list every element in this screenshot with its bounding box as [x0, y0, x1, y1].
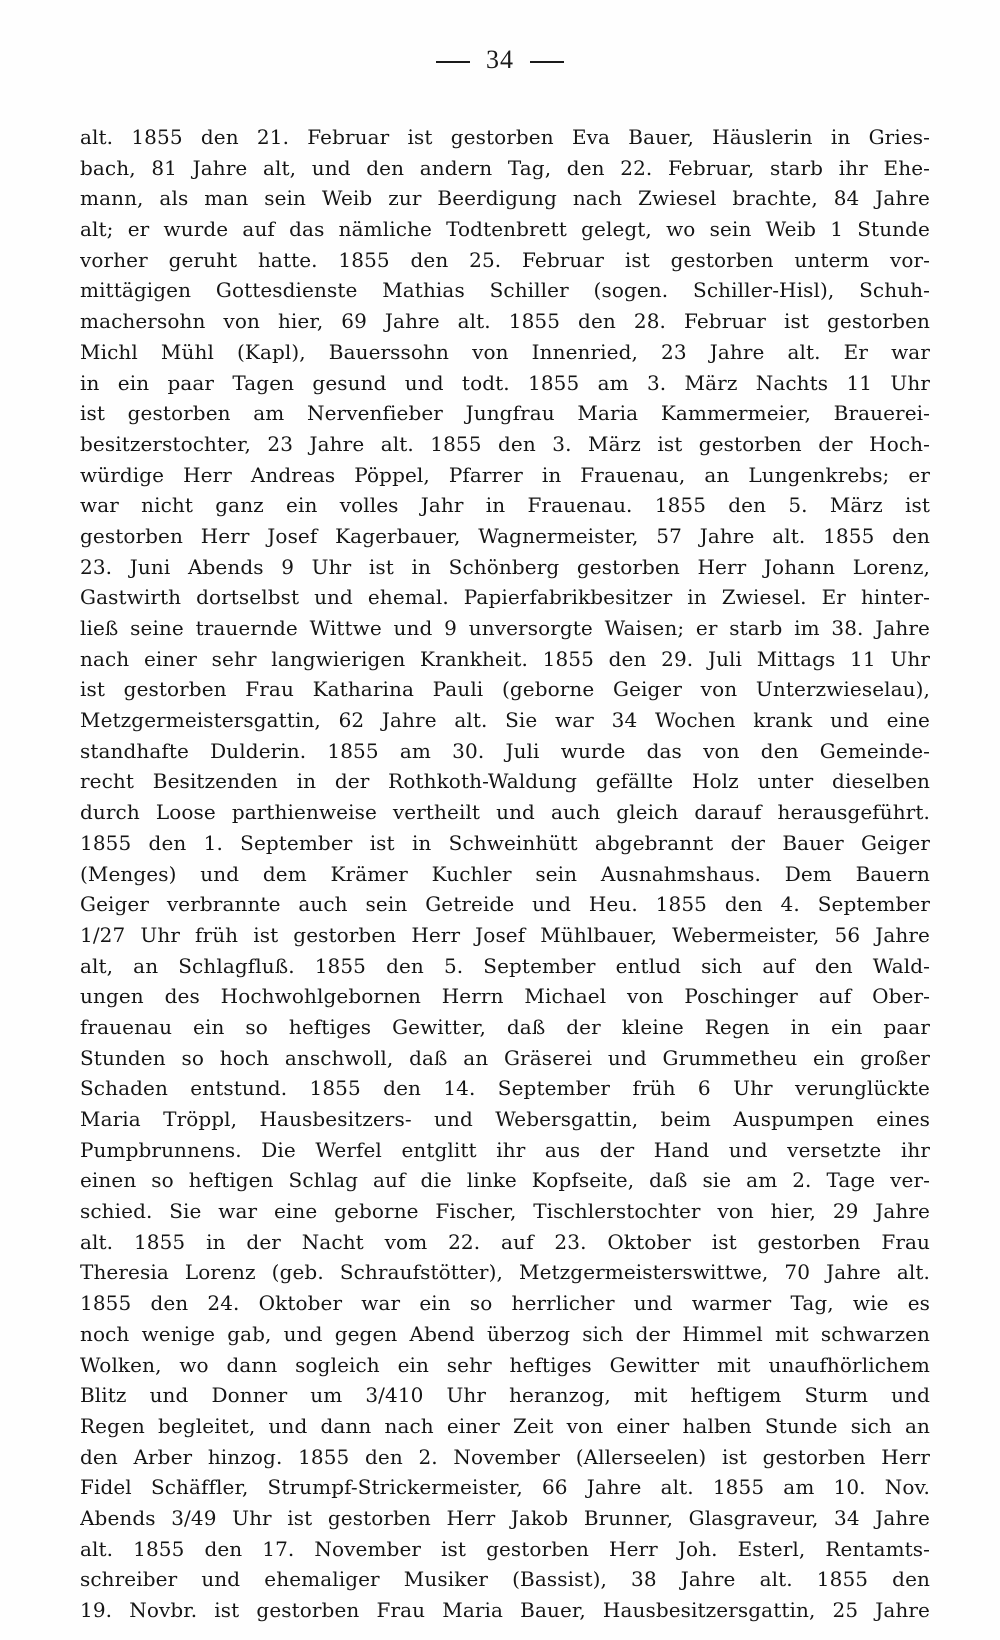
text-line: schied. Sie war eine geborne Fischer, Tischlerstochter von hier, 29 Jahre — [80, 1199, 930, 1224]
text-line: Stunden so hoch anschwoll, daß an Gräserei und Grummetheu ein großer — [80, 1045, 930, 1070]
text-line: den Arber hinzog. 1855 den 2. November (Allerseelen) ist gestorben Herr — [80, 1444, 930, 1469]
chronicle-text-block — [80, 122, 930, 1626]
text-line: Michl Mühl (Kapl), Bauerssohn von Innenried, 23 Jahre alt. Er war — [80, 339, 930, 364]
text-line: vorher geruht hatte. 1855 den 25. Februar ist gestorben unterm vor- — [80, 247, 930, 272]
text-line: frauenau ein so heftiges Gewitter, daß der kleine Regen in ein paar — [80, 1014, 930, 1039]
text-line: war nicht ganz ein volles Jahr in Frauenau. 1855 den 5. März ist — [80, 493, 930, 518]
text-line: ließ seine trauernde Wittwe und 9 unversorgte Waisen; er starb im 38. Jahre — [80, 616, 930, 640]
text-line: Maria Tröppl, Hausbesitzers- und Webersgattin, beim Auspumpen eines — [80, 1107, 930, 1131]
text-line: Schaden entstund. 1855 den 14. September früh 6 Uhr verunglückte — [80, 1076, 930, 1101]
text-line: ist gestorben Frau Katharina Pauli (geborne Geiger von Unterzwieselau), — [80, 677, 930, 702]
text-line: alt. 1855 den 17. November ist gestorben Herr Joh. Esterl, Rentamts- — [80, 1536, 930, 1561]
text-line: alt. 1855 in der Nacht vom 22. auf 23. Oktober ist gestorben Frau — [80, 1229, 930, 1254]
header-dash-right — [530, 61, 564, 63]
text-line: nach einer sehr langwierigen Krankheit. 1855 den 29. Juli Mittags 11 Uhr — [80, 646, 930, 671]
text-line: besitzerstochter, 23 Jahre alt. 1855 den 3. März ist gestorben der Hoch- — [80, 431, 930, 456]
text-line: Geiger verbrannte auch sein Getreide und Heu. 1855 den 4. September — [80, 892, 930, 917]
text-line: Blitz und Donner um 3/410 Uhr heranzog, mit heftigem Sturm und — [80, 1383, 930, 1408]
page-header — [0, 45, 1000, 75]
text-line: alt, an Schlagfluß. 1855 den 5. September entlud sich auf den Wald- — [80, 953, 930, 978]
text-line: Fidel Schäffler, Strumpf-Strickermeister, 66 Jahre alt. 1855 am 10. Nov. — [80, 1475, 930, 1500]
text-line: Abends 3/49 Uhr ist gestorben Herr Jakob Brunner, Glasgraveur, 34 Jahre — [80, 1505, 930, 1530]
text-line: schreiber und ehemaliger Musiker (Bassist), 38 Jahre alt. 1855 den — [80, 1567, 930, 1592]
text-line: einen so heftigen Schlag auf die linke Kopfseite, daß sie am 2. Tage ver- — [80, 1168, 930, 1193]
text-line: würdige Herr Andreas Pöppel, Pfarrer in Frauenau, an Lungenkrebs; er — [80, 462, 930, 487]
text-line: machersohn von hier, 69 Jahre alt. 1855 den 28. Februar ist gestorben — [80, 309, 930, 334]
text-line: standhafte Dulderin. 1855 am 30. Juli wurde das von den Gemeinde- — [80, 738, 930, 763]
text-line: mittägigen Gottesdienste Mathias Schiller (sogen. Schiller-Hisl), Schuh- — [80, 278, 930, 303]
header-dash-left — [436, 61, 470, 63]
text-line: durch Loose parthienweise vertheilt und auch gleich darauf herausgeführt. — [80, 800, 930, 825]
text-line: 19. Novbr. ist gestorben Frau Maria Bauer, Hausbesitzersgattin, 25 Jahre — [80, 1598, 930, 1622]
text-line: ungen des Hochwohlgebornen Herrn Michael von Poschinger auf Ober- — [80, 984, 930, 1009]
text-line: alt; er wurde auf das nämliche Todtenbrett gelegt, wo sein Weib 1 Stunde — [80, 217, 930, 242]
text-line: noch wenige gab, und gegen Abend überzog sich der Himmel mit schwarzen — [80, 1321, 930, 1346]
text-line: alt. 1855 den 21. Februar ist gestorben Eva Bauer, Häuslerin in Gries- — [80, 125, 930, 149]
text-line: 23. Juni Abends 9 Uhr ist in Schönberg gestorben Herr Johann Lorenz, — [80, 554, 930, 579]
text-line: Gastwirth dortselbst und ehemal. Papierfabrikbesitzer in Zwiesel. Er hinter- — [80, 585, 930, 610]
text-line: bach, 81 Jahre alt, und den andern Tag, den 22. Februar, starb ihr Ehe- — [80, 155, 930, 180]
page-number: 34 — [486, 45, 514, 74]
text-line: ist gestorben am Nervenfieber Jungfrau Maria Kammermeier, Brauerei- — [80, 401, 930, 426]
text-line: Regen begleitet, und dann nach einer Zeit von einer halben Stunde sich an — [80, 1413, 930, 1438]
text-line: mann, als man sein Weib zur Beerdigung nach Zwiesel brachte, 84 Jahre — [80, 186, 930, 211]
text-line: Wolken, wo dann sogleich ein sehr heftiges Gewitter mit unaufhörlichem — [80, 1352, 930, 1377]
text-line: recht Besitzenden in der Rothkoth-Waldung gefällte Holz unter dieselben — [80, 769, 930, 794]
text-line: 1/27 Uhr früh ist gestorben Herr Josef Mühlbauer, Webermeister, 56 Jahre — [80, 922, 930, 947]
text-line: Metzgermeistersgattin, 62 Jahre alt. Sie war 34 Wochen krank und eine — [80, 708, 930, 733]
text-line: in ein paar Tagen gesund und todt. 1855 am 3. März Nachts 11 Uhr — [80, 370, 930, 395]
text-line: (Menges) und dem Krämer Kuchler sein Ausnahmshaus. Dem Bauern — [80, 861, 930, 886]
text-line: 1855 den 24. Oktober war ein so herrlicher und warmer Tag, wie es — [80, 1291, 930, 1316]
text-line: Theresia Lorenz (geb. Schraufstötter), Metzgermeisterswittwe, 70 Jahre alt. — [80, 1260, 930, 1285]
text-line: gestorben Herr Josef Kagerbauer, Wagnermeister, 57 Jahre alt. 1855 den — [80, 523, 930, 548]
text-line: Pumpbrunnens. Die Werfel entglitt ihr aus der Hand und versetzte ihr — [80, 1137, 930, 1162]
text-line: 1855 den 1. September ist in Schweinhütt abgebrannt der Bauer Geiger — [80, 830, 930, 855]
